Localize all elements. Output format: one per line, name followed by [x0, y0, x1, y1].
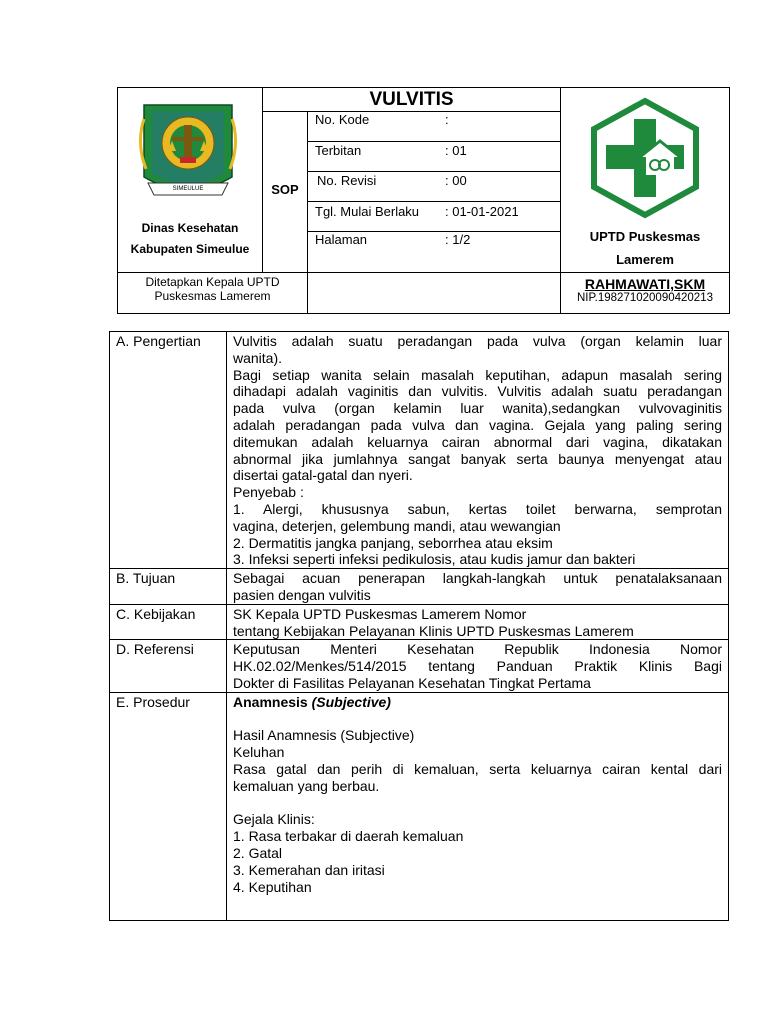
signer-nip: NIP.198271020090420213	[576, 292, 713, 304]
pengertian-line-11: 1. Alergi, khususnya sabun, kertas toilet berwarna, semprotan	[233, 500, 722, 517]
section-prosedur	[110, 692, 729, 920]
field-value-tgl: : 01-01-2021	[445, 204, 519, 219]
pengertian-line-2: wanita).	[233, 349, 283, 366]
gejala-label: Gejala Klinis:	[233, 811, 315, 828]
pengertian-line-1: Vulvitis adalah suatu peradangan pada vulva (organ kelamin luar	[233, 333, 722, 349]
pengertian-line-8: abnormal jika jumlahnya sangat banyak serta baunya menyengat atau	[233, 450, 722, 467]
page-title: VULVITIS	[369, 89, 454, 110]
field-label-revisi: No. Revisi	[317, 173, 377, 188]
field-value-terbitan: : 01	[445, 143, 467, 158]
tujuan-line-1: Sebagai acuan penerapan langkah-langkah untuk penatalaksanaan	[233, 570, 722, 587]
puskesmas-logo-icon	[588, 97, 702, 219]
prosedur-heading-italic: (Subjective)	[311, 693, 391, 710]
section-tujuan	[110, 569, 729, 605]
sop-content-table	[109, 331, 729, 921]
org-name-line2: Kabupaten Simeulue	[130, 242, 250, 256]
keluhan-line-1: Rasa gatal dan perih di kemaluan, serta keluarnya cairan kental dari	[233, 760, 722, 777]
prosedur-subheading: Hasil Anamnesis (Subjective)	[233, 727, 415, 744]
gejala-item-1: 1. Rasa terbakar di daerah kemaluan	[233, 828, 464, 845]
field-label-tgl: Tgl. Mulai Berlaku	[315, 204, 420, 219]
referensi-line-2: HK.02.02/Menkes/514/2015 tentang Panduan Praktik Klinis Bagi	[233, 658, 722, 675]
pengertian-line-3: Bagi setiap wanita selain masalah keputihan, adapun masalah sering	[233, 366, 722, 383]
keluhan-line-2: kemaluan yang berbau.	[233, 777, 380, 794]
section-label-pengertian: A. Pengertian	[110, 332, 227, 569]
keluhan-label: Keluhan	[233, 744, 285, 761]
prosedur-heading	[233, 694, 722, 711]
section-label-kebijakan: C. Kebijakan	[110, 604, 227, 640]
field-label-halaman: Halaman	[315, 232, 368, 247]
referensi-line-1: Keputusan Menteri Kesehatan Republik Indonesia Nomor	[233, 641, 722, 658]
field-value-kode: :	[445, 112, 449, 127]
gejala-item-4: 4. Keputihan	[233, 878, 312, 895]
logo-ribbon-text: SIMEULUE	[172, 186, 204, 192]
pengertian-line-12: vagina, deterjen, gelembung mandi, atau wewangian	[233, 517, 561, 534]
pengertian-line-6: adalah peradangan pada vulva dan vagina. Gejala yang paling sering	[233, 416, 722, 433]
org-name-line1: Dinas Kesehatan	[141, 221, 239, 235]
section-kebijakan	[110, 604, 729, 640]
section-label-tujuan: B. Tujuan	[110, 569, 227, 605]
pengertian-line-5: pada vulva (organ kelamin luar wanita),sedangkan vulvovaginitis	[233, 400, 722, 417]
pengertian-line-13: 2. Dermatitis jangka panjang, seborrhea atau eksim	[233, 534, 553, 551]
section-referensi	[110, 640, 729, 692]
puskesmas-name-line1: UPTD Puskesmas	[589, 229, 701, 244]
sop-label: SOP	[271, 182, 299, 197]
established-line1: Ditetapkan Kepala UPTD	[145, 275, 280, 289]
field-label-terbitan: Terbitan	[315, 143, 362, 158]
pengertian-line-7: ditemukan adalah keluarnya cairan abnormal dari vagina, dikatakan	[233, 433, 722, 450]
section-label-prosedur: E. Prosedur	[110, 692, 227, 920]
signer-name: RAHMAWATI,SKM	[584, 276, 706, 292]
prosedur-heading-text: Anamnesis	[233, 693, 308, 710]
field-label-kode: No. Kode	[315, 112, 370, 127]
pengertian-line-14: 3. Infeksi seperti infeksi pedikulosis, atau kudis jamur dan bakteri	[233, 551, 636, 568]
gejala-item-2: 2. Gatal	[233, 844, 283, 861]
section-label-referensi: D. Referensi	[110, 640, 227, 692]
pengertian-line-9: disertai gatal-gatal dan nyeri.	[233, 467, 413, 484]
pengertian-line-10: Penyebab :	[233, 484, 304, 501]
kebijakan-line-2: tentang Kebijakan Pelayanan Klinis UPTD Puskesmas Lamerem	[233, 622, 634, 639]
gejala-item-3: 3. Kemerahan dan iritasi	[233, 861, 385, 878]
referensi-line-3: Dokter di Fasilitas Pelayanan Kesehatan Tingkat Pertama	[233, 674, 591, 691]
field-value-revisi: : 00	[445, 173, 467, 188]
pengertian-line-4: dihadapi adalah vaginitis dan vulvitis. Vulvitis adalah suatu peradangan	[233, 383, 722, 400]
established-line2: Puskesmas Lamerem	[154, 289, 271, 303]
section-pengertian	[110, 332, 729, 569]
tujuan-line-2: pasien dengan vulvitis	[233, 586, 371, 603]
puskesmas-name-line2: Lamerem	[616, 252, 674, 267]
kebijakan-line-1: SK Kepala UPTD Puskesmas Lamerem Nomor	[233, 605, 527, 622]
field-value-halaman: : 1/2	[445, 232, 471, 247]
